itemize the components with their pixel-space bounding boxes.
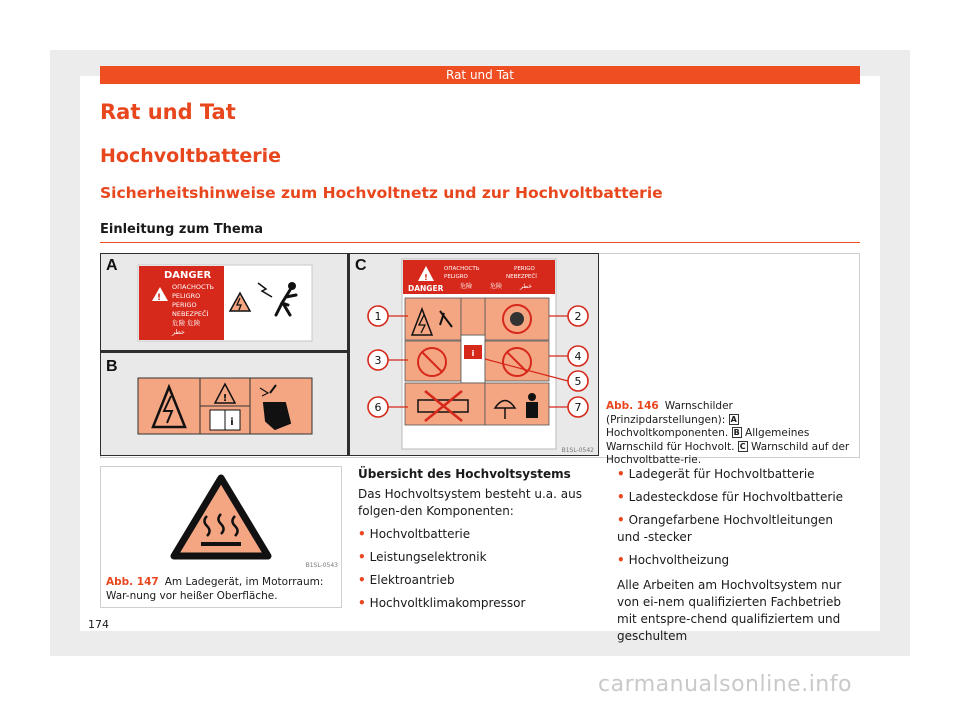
label-danger-line-2: PELIGRO (172, 292, 201, 300)
label-danger-line-6: خطر (172, 328, 185, 336)
figure-146-image (100, 253, 599, 456)
label-danger-line-5: 危險 危険 (172, 319, 201, 327)
label-c-top-7: خطر (520, 283, 532, 290)
ref-box-b: B (733, 428, 740, 437)
list-item: • Hochvoltheizung (617, 553, 730, 567)
figure-147-caption-text: Am Ladegerät, im Motorraum: War-nung vor heißer Oberfläche. (106, 576, 324, 602)
topic-divider (100, 242, 860, 243)
label-danger-c: DANGER (408, 284, 444, 293)
list-item: • Elektroantrieb (358, 573, 455, 587)
callout-4: 4 (574, 350, 582, 363)
component-list-left (358, 526, 598, 612)
svg-text:i: i (230, 417, 234, 428)
label-danger-line-1: ОПАСНОСТЬ (172, 283, 214, 291)
running-header: Rat und Tat (100, 66, 860, 84)
overview-closing: Alle Arbeiten am Hochvoltsystem nur von ei-nem qualifizierten Fachbetrieb mit entspre-chend qualifiziertem und geschultem (617, 578, 842, 643)
figure-147-caption (106, 576, 334, 603)
callout-2: 2 (574, 310, 582, 323)
label-c-top-2: PERIGO (514, 266, 535, 272)
ref-box-c: C (739, 441, 746, 451)
label-c-top-4: NEBEZPEČÍ (506, 274, 537, 280)
figure-146-caption (606, 400, 854, 468)
overview-column-right (617, 466, 857, 651)
label-danger-a: DANGER (164, 270, 212, 281)
page-number: 174 (88, 618, 109, 631)
label-c-top-6: 危険 (490, 283, 503, 290)
label-danger-line-4: NEBEZPEČÍ (172, 310, 209, 318)
panel-letter-c: C (355, 257, 367, 274)
caption-part-4: Warnschild auf der Hochvoltbatte-rie. (606, 440, 850, 466)
figure-146-number: Abb. 146 (606, 400, 659, 412)
callout-5: 5 (574, 375, 582, 388)
caption-part-3: Allgemeines Warnschild für Hochvolt. (606, 427, 810, 453)
topic-title: Einleitung zum Thema (100, 222, 264, 237)
label-c-top-1: ОПАСНОСТЬ (444, 266, 480, 272)
callout-6: 6 (374, 401, 382, 414)
overview-intro: Das Hochvoltsystem besteht u.a. aus folgen-den Komponenten: (358, 487, 582, 518)
overview-column-left (358, 466, 598, 618)
callout-1: 1 (374, 310, 382, 323)
list-item: • Hochvoltbatterie (358, 527, 471, 541)
caption-part-2: Hochvoltkomponenten. (606, 427, 729, 439)
component-list-right (617, 466, 857, 569)
figure-146-code: B1SL-0542 (561, 447, 594, 454)
label-danger-line-3: PERIGO (172, 301, 197, 309)
subsection-title: Sicherheitshinweise zum Hochvoltnetz und zur Hochvoltbatterie (100, 184, 663, 202)
svg-text:!: ! (222, 393, 228, 404)
overview-title: Übersicht des Hochvoltsystems (358, 467, 571, 481)
caption-part-1: Warnschilder (Prinzipdarstellungen): (606, 400, 733, 426)
svg-text:i: i (471, 349, 475, 358)
svg-text:!: ! (424, 273, 428, 282)
panel-letter-b: B (106, 358, 118, 375)
list-item: • Hochvoltklimakompressor (358, 596, 526, 610)
label-c-top-5: 危險 (460, 283, 473, 290)
figure-147-number: Abb. 147 (106, 576, 159, 588)
svg-text:!: ! (156, 293, 162, 303)
list-item: • Orangefarbene Hochvoltleitungen und -stecker (617, 513, 833, 544)
ref-box-a: A (730, 414, 737, 424)
list-item: • Ladegerät für Hochvoltbatterie (617, 467, 815, 481)
list-item: • Leistungselektronik (358, 550, 487, 564)
callout-7: 7 (574, 401, 582, 414)
watermark: carmanualsonline.info (598, 672, 852, 697)
label-c-top-3: PELIGRO (444, 274, 468, 280)
figure-147-image (100, 466, 342, 571)
list-item: • Ladesteckdose für Hochvoltbatterie (617, 490, 844, 504)
callout-3: 3 (374, 354, 382, 367)
chapter-title: Rat und Tat (100, 100, 236, 124)
section-title: Hochvoltbatterie (100, 145, 282, 167)
figure-147-code: B1SL-0543 (305, 562, 338, 569)
panel-letter-a: A (106, 257, 118, 274)
